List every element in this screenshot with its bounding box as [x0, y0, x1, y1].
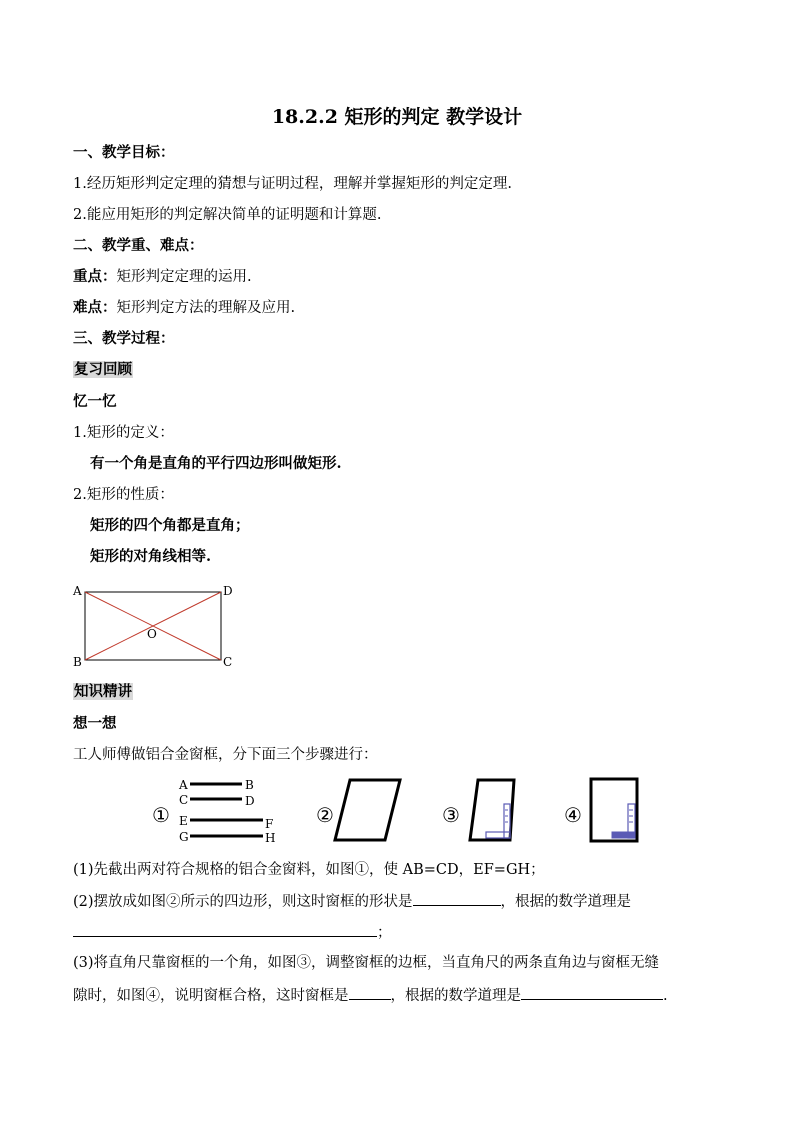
property-text-2: 矩形的对角线相等.	[90, 548, 212, 565]
fig1-label-e: E	[179, 814, 188, 828]
figure-3-number: ③	[442, 803, 460, 827]
figure-1-number: ①	[152, 803, 170, 827]
ruler-icon	[612, 804, 635, 838]
step-3-text-d: .	[663, 988, 668, 1004]
review-tag-label: 复习回顾	[74, 361, 132, 378]
step-2-text-c: ；	[377, 925, 392, 941]
figure-2-number: ②	[316, 803, 334, 827]
section-1-heading: 一、教学目标：	[73, 144, 175, 161]
fig1-label-a: A	[179, 778, 188, 792]
definition-text: 有一个角是直角的平行四边形叫做矩形.	[90, 455, 342, 472]
figure-4-number: ④	[564, 803, 582, 827]
vertex-b-label: B	[73, 655, 82, 669]
difficulty-text: 矩形判定方法的理解及应用.	[116, 300, 296, 316]
knowledge-tag	[73, 682, 133, 702]
difficulty-point	[73, 298, 295, 318]
fig1-label-f: F	[265, 817, 274, 831]
fig1-label-c: C	[179, 793, 189, 807]
fig1-label-g: G	[179, 830, 189, 844]
key-text: 矩形判定定理的运用.	[116, 269, 252, 285]
step-3-text-b: 隙时，如图④，说明窗框合格，这时窗框是	[73, 988, 349, 1004]
ruler-icon	[486, 804, 510, 838]
blank-reason-2[interactable]	[521, 985, 663, 1000]
vertex-a-label: A	[73, 584, 82, 598]
step-3: (3)将直角尺靠窗框的一个角，如图③，调整窗框的边框，当直角尺的两条直角边与窗框无缝	[73, 955, 660, 971]
section-3-heading: 三、教学过程：	[73, 330, 175, 347]
recall-heading: 忆一忆	[73, 393, 117, 410]
property-label: 2.矩形的性质：	[73, 487, 174, 503]
think-heading: 想一想	[73, 715, 117, 732]
window-steps-figure	[150, 774, 650, 846]
window-intro: 工人师傅做铝合金窗框，分下面三个步骤进行：	[73, 747, 378, 763]
key-label: 重点：	[73, 268, 117, 285]
center-o-label: O	[147, 627, 157, 641]
blank-frame-type[interactable]	[349, 985, 391, 1000]
difficulty-label: 难点：	[73, 299, 117, 316]
rectangle-diagram	[70, 582, 240, 672]
step-2-text-a: (2)摆放成如图②所示的四边形，则这时窗框的形状是	[73, 894, 413, 910]
step-3-text-c: ，根据的数学道理是	[390, 988, 521, 1004]
step-2-cont	[73, 922, 392, 943]
parallelogram-frame	[335, 780, 400, 840]
vertex-d-label: D	[223, 584, 233, 598]
review-tag	[73, 360, 133, 380]
vertex-c-label: C	[223, 655, 233, 669]
property-text-1: 矩形的四个角都是直角；	[90, 517, 250, 534]
knowledge-tag-label: 知识精讲	[74, 683, 132, 700]
fig1-label-h: H	[265, 831, 276, 845]
blank-shape[interactable]	[413, 891, 501, 906]
fig1-label-d: D	[245, 794, 255, 808]
objective-1: 1.经历矩形判定定理的猜想与证明过程，理解并掌握矩形的判定定理.	[73, 176, 512, 192]
key-point	[73, 267, 252, 287]
objective-2: 2.能应用矩形的判定解决简单的证明题和计算题.	[73, 207, 382, 223]
section-2-heading: 二、教学重、难点：	[73, 237, 204, 254]
step-2-text-b: ，根据的数学道理是	[500, 894, 632, 910]
page-title: 18.2.2 矩形的判定 教学设计	[271, 106, 523, 128]
blank-reason-1[interactable]	[73, 922, 377, 937]
step-1: (1)先截出两对符合规格的铝合金窗料，如图①，使 AB=CD，EF=GH；	[73, 862, 545, 878]
step-3-cont	[73, 985, 668, 1006]
step-2	[73, 891, 631, 912]
fig1-label-b: B	[245, 778, 254, 792]
definition-label: 1.矩形的定义：	[73, 425, 174, 441]
